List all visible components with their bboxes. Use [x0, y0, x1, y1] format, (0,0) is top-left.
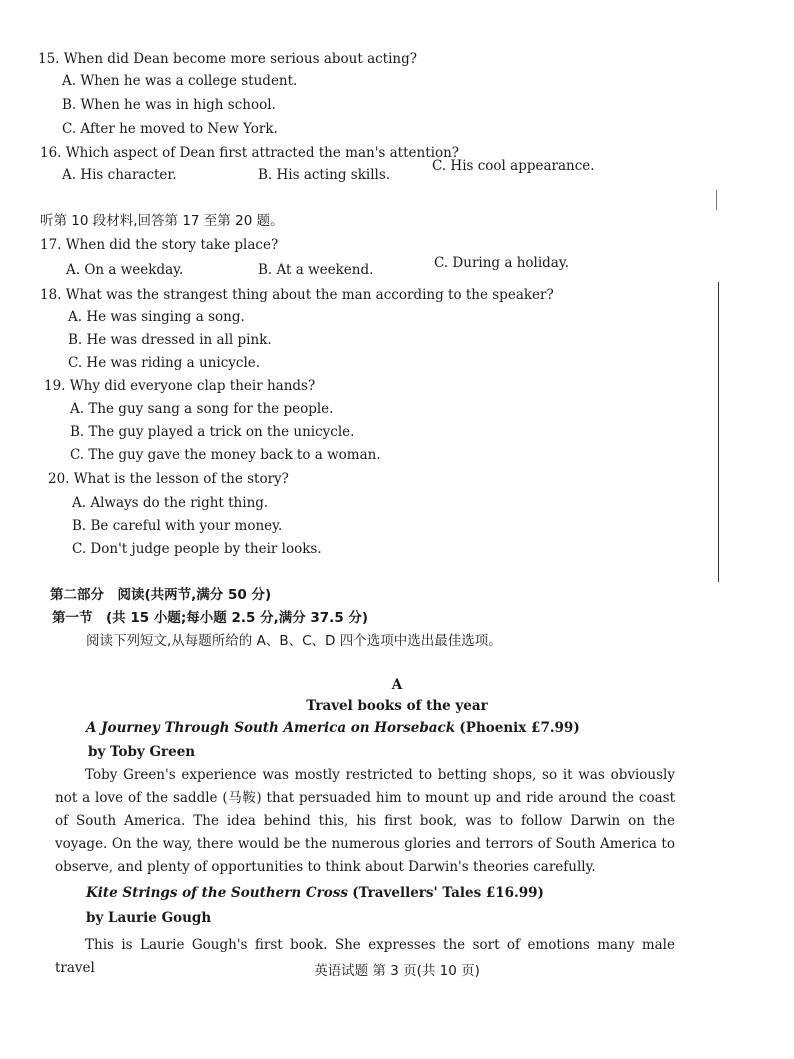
q17-question: 17. When did the story take place? — [40, 237, 279, 253]
book1-author: by Toby Green — [88, 744, 196, 760]
q15-option-b: B. When he was in high school. — [62, 97, 276, 113]
q15-option-a: A. When he was a college student. — [62, 73, 298, 89]
passage-letter: A — [391, 677, 403, 693]
q18-option-a: A. He was singing a song. — [68, 309, 245, 325]
book2-text: This is Laurie Gough's first book. She expresses the sort of emotions many male travel — [55, 937, 675, 976]
q16-question: 16. Which aspect of Dean first attracted the man's attention? — [40, 145, 460, 161]
q19-option-c: C. The guy gave the money back to a woman. — [70, 447, 381, 463]
q19-option-b: B. The guy played a trick on the unicycle. — [70, 424, 355, 440]
book1-heading — [86, 719, 580, 737]
q20-option-b: B. Be careful with your money. — [72, 518, 283, 534]
scan-edge-line — [718, 282, 719, 582]
book2-heading — [86, 884, 544, 902]
q16-option-b: B. His acting skills. — [258, 167, 391, 183]
book2-title: Kite Strings of the Southern Cross — [86, 885, 348, 901]
q18-option-c: C. He was riding a unicycle. — [68, 355, 261, 371]
passage-title: Travel books of the year — [306, 698, 488, 714]
page-footer: 英语试题 第 3 页(共 10 页) — [314, 963, 480, 979]
scan-edge-mark — [716, 190, 717, 210]
q19-option-a: A. The guy sang a song for the people. — [70, 401, 334, 417]
book1-publisher: (Phoenix £7.99) — [459, 720, 580, 736]
book2-author: by Laurie Gough — [86, 910, 212, 926]
book1-text: Toby Green's experience was mostly restricted to betting shops, so it was obviously not a love of the saddle (马鞍) that persuaded him to mount up and ride around the coast of South America. The idea behind this, his first book, was to follow Darwin on the voyage. On the way, there would be the numerous glories and terrors of South America to observe, and plenty of opportunities to think about Darwin's theories carefully. — [55, 767, 675, 875]
q20-question: 20. What is the lesson of the story? — [48, 471, 289, 487]
section-10-instruction: 听第 10 段材料,回答第 17 至第 20 题。 — [40, 213, 284, 229]
q20-option-a: A. Always do the right thing. — [72, 495, 269, 511]
q17-option-b: B. At a weekend. — [258, 262, 374, 278]
part2-section1: 第一节 (共 15 小题;每小题 2.5 分,满分 37.5 分) — [52, 610, 369, 626]
q19-question: 19. Why did everyone clap their hands? — [44, 378, 316, 394]
q18-option-b: B. He was dressed in all pink. — [68, 332, 272, 348]
q16-option-c: C. His cool appearance. — [432, 158, 595, 174]
q20-option-c: C. Don't judge people by their looks. — [72, 541, 322, 557]
book2-publisher: (Travellers' Tales £16.99) — [352, 885, 544, 901]
q17-option-c: C. During a holiday. — [434, 255, 569, 271]
q15-option-c: C. After he moved to New York. — [62, 121, 278, 137]
part2-instruction: 阅读下列短文,从每题所给的 A、B、C、D 四个选项中选出最佳选项。 — [86, 633, 502, 649]
book1-paragraph — [55, 764, 675, 879]
q15-question: 15. When did Dean become more serious about acting? — [38, 51, 417, 67]
book1-title: A Journey Through South America on Horseback — [86, 720, 456, 736]
part2-heading: 第二部分 阅读(共两节,满分 50 分) — [50, 587, 272, 603]
q16-option-a: A. His character. — [62, 167, 177, 183]
q18-question: 18. What was the strangest thing about the man according to the speaker? — [40, 287, 554, 303]
q17-option-a: A. On a weekday. — [66, 262, 184, 278]
